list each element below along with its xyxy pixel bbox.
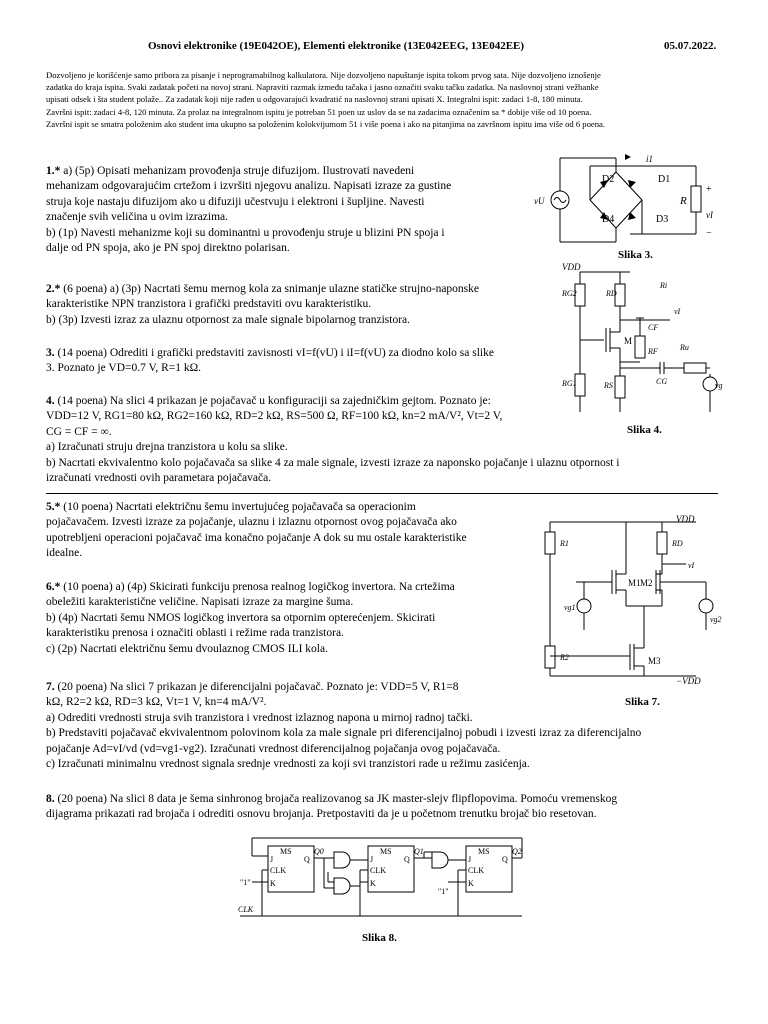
label-rd: RD bbox=[672, 539, 683, 548]
label-rg1: RG1 bbox=[562, 379, 577, 388]
rules-line: Dozvoljeno je korišćenje samo pribora za pisanje i neprogramabilnog kalkulatora. Nije dozvoljeno napuštanje ispita tokom prvog sata. Nije dozvoljeno iznošenje bbox=[46, 70, 601, 80]
figure-3-diode-bridge bbox=[530, 152, 726, 248]
problem-1: 1.* a) (5p) Opisati mehanizam provođenja struje difuzijom. Ilustrovati navedeni mehanizam odgovarajućim crtežom i izvršiti njegovu analizu. Napisati izraze za gustine struja koje nastaju difuzijom ako u difuziji učestvuju i elektroni i šupljine. Navesti značenje svih veličina u ovim izrazima. b) (1p) Navesti mehanizme koji su dominantni u provođenju struje u blizini PN spoja i dalje od PN spoja, ako je PN spoj direktno polarisan. bbox=[46, 165, 452, 255]
figure-3-caption: Slika 3. bbox=[618, 249, 653, 261]
label-r1: R1 bbox=[560, 539, 569, 548]
ff-clk-label: CLK bbox=[468, 866, 484, 875]
label-q1: Q1 bbox=[414, 847, 424, 856]
and-gate-3-icon bbox=[432, 852, 448, 868]
label-q2: Q2 bbox=[512, 847, 522, 856]
label-clk-input: CLK bbox=[238, 905, 254, 914]
label-rs: RS bbox=[604, 381, 613, 390]
label-vdd: VDD bbox=[562, 262, 581, 272]
signal-source-vg1-icon bbox=[577, 599, 591, 613]
ff-k-label: K bbox=[370, 879, 376, 888]
problem-8: 8. (20 poena) Na slici 8 data je šema sinhronog brojača realizovanog sa JK master-slejv flipflopovima. Pomoću vremenskog dijagrama prikazati rad brojača i odrediti osnovu brojanja. Pretpostaviti da je u početnom trenutku brojač bio resetovan. bbox=[46, 793, 618, 821]
label-rf: RF bbox=[648, 347, 658, 356]
label-d1: D1 bbox=[658, 174, 671, 185]
rules-line: Završni ispit: zadaci 4-8, 120 minuta. Za prolaz na integralnom ispitu je potreban 51 poen uz uslov da se na zadacima označenim sa * dobije više od 10 poena. bbox=[46, 106, 592, 117]
exam-rules bbox=[46, 69, 722, 130]
label-m: M bbox=[624, 336, 633, 346]
label-rg2: RG2 bbox=[562, 289, 577, 298]
problem-2: 2.* (6 poena) a) (3p) Nacrtati šemu mernog kola za snimanje ulazne statičke strujno-naponske karakteristike NPN tranzistora i grafički predstaviti ovu karakteristiku. b) (3p) Izvesti izraz za ulaznu otpornost za male signale bipolarnog tranzistora. bbox=[46, 283, 480, 326]
and-gate-1-icon bbox=[334, 852, 350, 868]
rules-line: Završni ispit se smatra položenim ako student ima ukupno sa položenim kolokvijumom 51 i više poena i ako na pitanjima na završnom ispitu ima više od 6 poena. bbox=[46, 118, 605, 129]
label-q0: Q0 bbox=[314, 847, 324, 856]
label-r2: R2 bbox=[560, 653, 569, 662]
label-vi: vI bbox=[674, 307, 681, 316]
ff-k-label: K bbox=[468, 879, 474, 888]
label-vi: vI bbox=[706, 210, 713, 220]
label-cf: CF bbox=[648, 323, 659, 332]
label-vi: vI bbox=[688, 561, 695, 570]
problem-6: 6.* (10 poena) a) (4p) Skicirati funkciju prenosa realnog logičkog invertora. Na crtežima obeležiti karakteristične veličine. Napisati izraze za margine šuma. b) (4p) Nacrtati šemu NMOS logičkog invertora sa otpornim opterećenjem. Skicirati karakteristiku prenosa i označiti oblasti i režime rada tranzistora. c) (2p) Nacrtati električnu šemu dvoulaznog CMOS ILI kola. bbox=[46, 581, 455, 655]
figure-8-jk-counter bbox=[232, 832, 532, 928]
label-m1: M1 bbox=[628, 578, 641, 588]
ff-clk-label: CLK bbox=[270, 866, 286, 875]
problem-number: 7. bbox=[46, 681, 55, 693]
rules-line: upisati odsek i šta student polaže.. Za zadatak koji nije rađen u odgovarajući kvadratić na naslovnoj strani upisati X. Integralni ispit: zadaci 1-8, 180 minuta. bbox=[46, 94, 583, 105]
figure-8-caption: Slika 8. bbox=[362, 932, 397, 944]
problem-number: 3. bbox=[46, 347, 55, 359]
label-r: R bbox=[680, 195, 687, 207]
problem-7: 7. (20 poena) Na slici 7 prikazan je diferencijalni pojačavač. Poznato je: VDD=5 V, R1=8 kΩ, R2=2 kΩ, RD=3 kΩ, Vt=1 V, kn=4 mA/V². a) Odrediti vrednosti struja svih tranzistora i vrednost izlaznog napona u mirnoj radnoj tački. b) Predstaviti pojačavač ekvivalentnom polovinom kola za male signale pri diferencijalnoj pobudi i izvesti izraz za diferencijalno pojačanje Ad=vI/vd (vd=vg1-vg2). Izračunati vrednost diferencijalnog pojačanja ovog pojačavača. c) Izračunati minimalnu vrednost signala srednje vrednosti za koji svi tranzistori rade u režimu zasićenja. bbox=[46, 681, 642, 771]
label-vg1: vg1 bbox=[564, 603, 576, 612]
figure-4-common-gate bbox=[560, 262, 726, 422]
ff-q-label: Q bbox=[304, 855, 310, 864]
label-m2: M2 bbox=[640, 578, 653, 588]
problem-number: 4. bbox=[46, 395, 55, 407]
problem-number: 8. bbox=[46, 793, 55, 805]
label-vg2: vg2 bbox=[710, 615, 722, 624]
problem-number: 5.* bbox=[46, 501, 61, 513]
label-vdd: VDD bbox=[676, 514, 695, 524]
label-m3: M3 bbox=[648, 656, 661, 666]
ff-ms-label: MS bbox=[280, 847, 292, 856]
label-rd: RD bbox=[606, 289, 617, 298]
label-vu: vU bbox=[534, 196, 545, 206]
section-divider bbox=[46, 493, 718, 494]
current-arrow-icon bbox=[625, 154, 631, 160]
problem-3: 3. (14 poena) Odrediti i grafički predstaviti zavisnosti vI=f(vU) i iI=f(vU) za diodno kolo sa slike 3. Poznato je VD=0.7 V, R=1 kΩ. bbox=[46, 347, 494, 375]
label-one-a: "1" bbox=[240, 878, 251, 887]
label-cg: CG bbox=[656, 377, 668, 386]
ff-q-label: Q bbox=[502, 855, 508, 864]
figure-7-differential-amp bbox=[536, 510, 726, 690]
label-minus: − bbox=[706, 228, 712, 239]
ff-j-label: J bbox=[370, 855, 374, 864]
exam-title: Osnovi elektronike (19E042OE), Elementi elektronike (13E042EEG, 13E042EE) bbox=[148, 40, 525, 52]
label-i1: i1 bbox=[646, 154, 654, 164]
label-minus-vdd: −VDD bbox=[676, 676, 701, 686]
problem-number: 1.* bbox=[46, 165, 61, 177]
figure-4-caption: Slika 4. bbox=[627, 424, 662, 436]
ff-j-label: J bbox=[270, 855, 274, 864]
label-vg: vg bbox=[715, 381, 723, 390]
ff-ms-label: MS bbox=[380, 847, 392, 856]
exam-date: 05.07.2022. bbox=[664, 40, 717, 52]
rf-resistor bbox=[635, 336, 645, 358]
and-gate-2-icon bbox=[334, 878, 350, 894]
label-one-b: "1" bbox=[438, 887, 449, 896]
ff-clk-label: CLK bbox=[370, 866, 386, 875]
rules-line: zadatka do kraja ispita. Svaki zadatak početi na novoj strani. Napraviti razmak između tačaka i jasno označiti svaku tačku zadatka. Na naslovnoj strani vežbanke bbox=[46, 82, 599, 93]
label-d4: D4 bbox=[602, 214, 615, 225]
label-ri: Ri bbox=[660, 281, 668, 290]
problem-number: 6.* bbox=[46, 581, 61, 593]
ff-q-label: Q bbox=[404, 855, 410, 864]
figure-7-caption: Slika 7. bbox=[625, 696, 660, 708]
signal-source-vg2-icon bbox=[699, 599, 713, 613]
label-d3: D3 bbox=[656, 214, 669, 225]
label-d2: D2 bbox=[602, 174, 615, 185]
ff-k-label: K bbox=[270, 879, 276, 888]
problem-4: 4. (14 poena) Na slici 4 prikazan je pojačavač u konfiguraciji sa zajedničkim gejtom. Poznato je: VDD=12 V, RG1=80 kΩ, RG2=160 kΩ, RD=2 kΩ, RS=500 Ω, RF=100 kΩ, kn=2 mA/V², Vt=2 V, CG = CF = ∞. a) Izračunati struju drejna tranzistora u kolu sa slike. b) Nacrtati ekvivalentno kolo pojačavača sa slike 4 za male signale, izvesti izraze za naponsko pojačanje i ulaznu otpornost i izračunati vrednosti ovih parametara pojačavača. bbox=[46, 395, 620, 485]
label-ru: Ru bbox=[680, 343, 689, 352]
problem-5: 5.* (10 poena) Nacrtati električnu šemu invertujućeg pojačavača sa operacionim pojačavačem. Izvesti izraze za pojačanje, ulaznu i izlaznu otpornost ovog pojačavača ako upotrebljeni operacioni pojačavač ima konačno pojačanje A dok su mu ostale karakteristike idealne. bbox=[46, 501, 467, 560]
label-plus: + bbox=[706, 184, 712, 195]
problem-number: 2.* bbox=[46, 283, 61, 295]
ff-j-label: J bbox=[468, 855, 472, 864]
ff-ms-label: MS bbox=[478, 847, 490, 856]
